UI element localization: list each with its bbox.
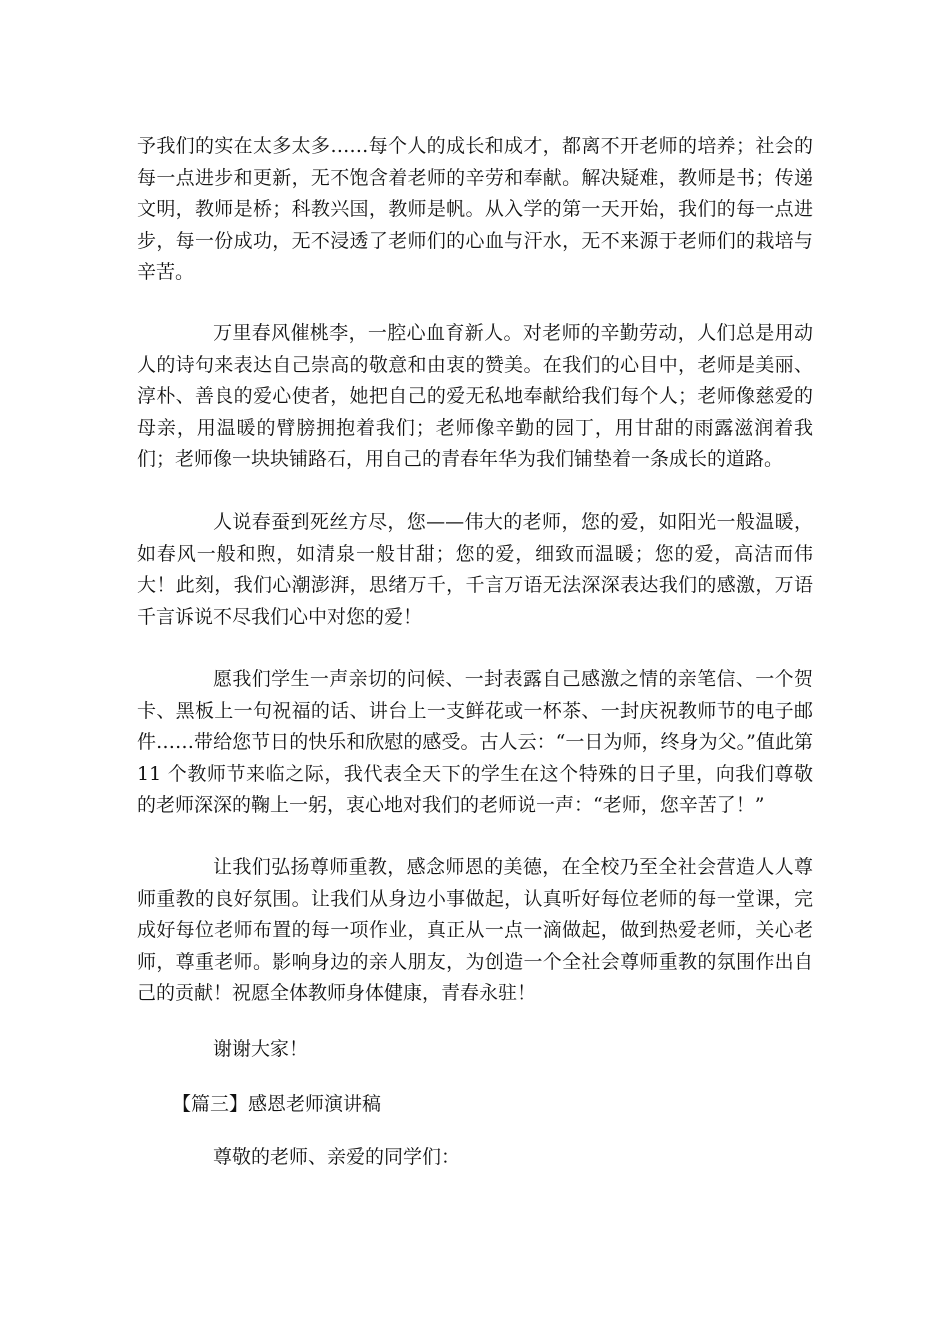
paragraph-4: 愿我们学生一声亲切的问候、一封表露自己感激之情的亲笔信、一个贺卡、黑板上一句祝福的话、讲台上一支鲜花或一杯茶、一封庆祝教师节的电子邮件……带给您节日的快乐和欣慰的感受。古人云：“一日为师，终身为父。”值此第 11 个教师节来临之际，我代表全天下的学生在这个特殊的日子里，向我们尊敬的老师深深的鞠上一躬，衷心地对我们的老师说一声：“老师，您辛苦了！” bbox=[137, 668, 813, 816]
paragraph-3: 人说春蚕到死丝方尽，您——伟大的老师，您的爱，如阳光一般温暖，如春风一般和煦，如清泉一般甘甜；您的爱，细致而温暖；您的爱，高洁而伟大！此刻，我们心潮澎湃，思绪万千，千言万语无法深深表达我们的感激，万语千言诉说不尽我们心中对您的爱！ bbox=[137, 511, 813, 628]
salutation: 尊敬的老师、亲爱的同学们： bbox=[213, 1146, 461, 1168]
paragraph-1: 予我们的实在太多太多……每个人的成长和成才，都离不开老师的培养；社会的每一点进步和更新，无不饱含着老师的辛劳和奉献。解决疑难，教师是书；传递文明，教师是桥；科教兴国，教师是帆。从入学的第一天开始，我们的每一点进步，每一份成功，无不浸透了老师们的心血与汗水，无不来源于老师们的栽培与辛苦。 bbox=[137, 135, 813, 283]
paragraph-5: 让我们弘扬尊师重教，感念师恩的美德，在全校乃至全社会营造人人尊师重教的良好氛围。让我们从身边小事做起，认真听好每位老师的每一堂课，完成好每位老师布置的每一项作业，真正从一点一滴做起，做到热爱老师，关心老师，尊重老师。影响身边的亲人朋友，为创造一个全社会尊师重教的氛围作出自己的贡献！祝愿全体教师身体健康，青春永驻！ bbox=[137, 856, 813, 1004]
paragraph-2: 万里春风催桃李，一腔心血育新人。对老师的辛勤劳动，人们总是用动人的诗句来表达自己崇高的敬意和由衷的赞美。在我们的心目中，老师是美丽、淳朴、善良的爱心使者，她把自己的爱无私地奉献给我们每个人；老师像慈爱的母亲，用温暖的臂膀拥抱着我们；老师像辛勤的园丁，用甘甜的雨露滋润着我们；老师像一块块铺路石，用自己的青春年华为我们铺垫着一条成长的道路。 bbox=[137, 322, 813, 470]
section-heading: 【篇三】感恩老师演讲稿 bbox=[172, 1093, 382, 1115]
closing-thanks: 谢谢大家！ bbox=[213, 1038, 309, 1060]
